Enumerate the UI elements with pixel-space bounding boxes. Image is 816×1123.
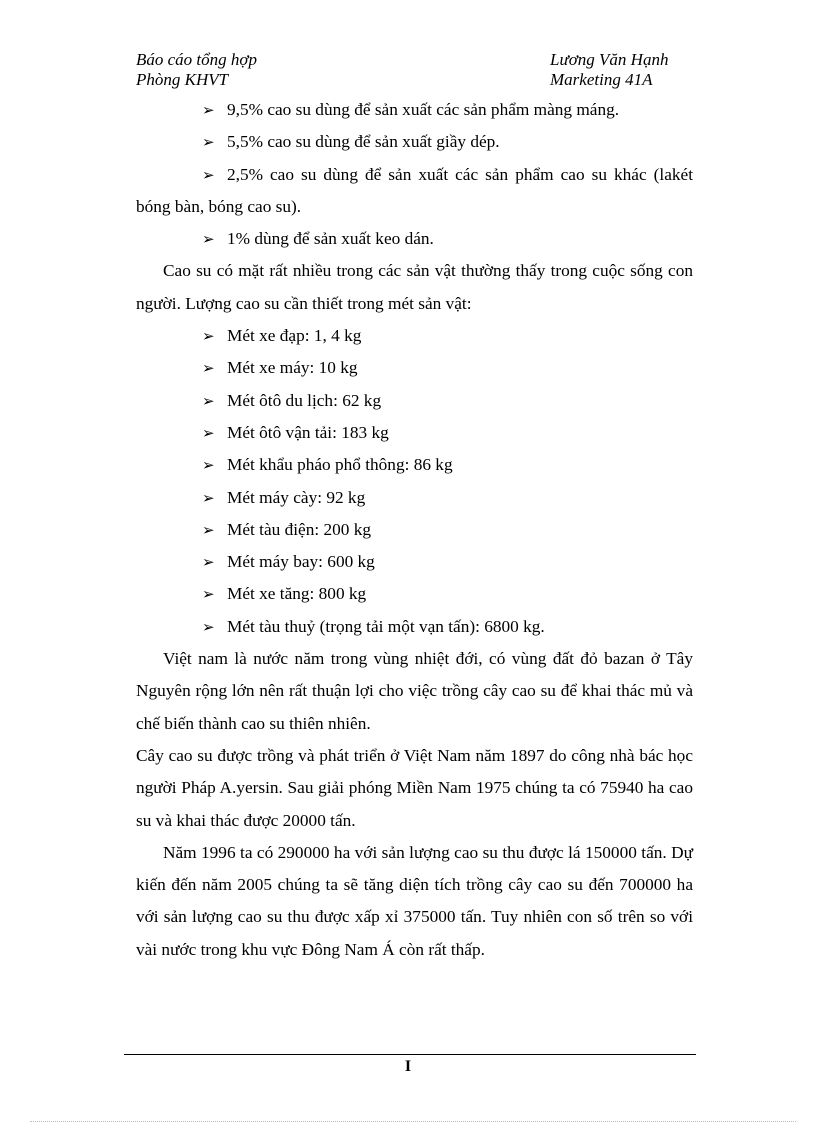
header-author: Lương Văn Hạnh xyxy=(550,50,669,69)
list-item xyxy=(136,417,693,449)
arrow-bullet-icon: ➢ xyxy=(202,553,215,572)
arrow-bullet-icon: ➢ xyxy=(202,133,215,152)
list-item xyxy=(136,159,693,224)
list-item-text: 5,5% cao su dùng để sản xuất giầy dép. xyxy=(227,132,500,152)
arrow-bullet-icon: ➢ xyxy=(202,391,215,410)
arrow-bullet-icon: ➢ xyxy=(202,101,215,119)
list-item xyxy=(136,546,693,578)
list-item-text: 9,5% cao su dùng để sản xuất các sản phẩm màng máng. xyxy=(227,100,620,119)
list-item-text: Mét máy bay: 600 kg xyxy=(227,552,375,572)
arrow-bullet-icon: ➢ xyxy=(202,327,215,346)
arrow-bullet-icon: ➢ xyxy=(202,585,215,604)
list-item-text: Mét tàu điện: 200 kg xyxy=(227,519,371,539)
header-department: Phòng KHVT xyxy=(136,70,229,89)
list-item xyxy=(136,352,693,384)
paragraph: Việt nam là nước năm trong vùng nhiệt đới, có vùng đất đỏ bazan ở Tây Nguyên rộng lớn nên rất thuận lợi cho việc trồng cây cao su để khai thác mủ và chế biến thành cao su thiên nhiên. xyxy=(136,649,693,733)
list-item xyxy=(136,126,693,158)
list-item xyxy=(136,578,693,610)
list-item xyxy=(136,385,693,417)
list-item-text: 1% dùng để sản xuất keo dán. xyxy=(227,229,434,249)
arrow-bullet-icon: ➢ xyxy=(202,423,215,442)
arrow-bullet-icon: ➢ xyxy=(202,165,215,184)
arrow-bullet-icon: ➢ xyxy=(202,359,215,378)
list-item-text: Mét xe máy: 10 kg xyxy=(227,358,358,378)
list-item-text: Mét ôtô du lịch: 62 kg xyxy=(227,390,382,410)
arrow-bullet-icon: ➢ xyxy=(202,456,215,475)
list-item-text: 2,5% cao su dùng để sản xuất các sản phẩm cao su khác (lakét bóng bàn, bóng cao su). xyxy=(136,164,693,216)
list-item-text: Mét ôtô vận tải: 183 kg xyxy=(227,422,389,442)
page-edge-divider xyxy=(30,1121,796,1122)
list-item xyxy=(136,514,693,546)
list-item-text: Mét xe đạp: 1, 4 kg xyxy=(227,326,362,346)
page-number: I xyxy=(404,1058,412,1075)
paragraph: Cây cao su được trồng và phát triển ở Việt Nam năm 1897 do công nhà bác học người Pháp A.yersin. Sau giải phóng Miền Nam 1975 chúng ta có 75940 ha cao su và khai thác được 20000 tấn. xyxy=(136,745,693,830)
document-body xyxy=(136,94,693,966)
header-class: Marketing 41A xyxy=(550,70,653,89)
page-header xyxy=(136,50,690,90)
list-item-text: Mét xe tăng: 800 kg xyxy=(227,584,367,604)
arrow-bullet-icon: ➢ xyxy=(202,617,215,636)
footer-divider xyxy=(124,1054,696,1055)
list-item-text: Mét khẩu pháo phổ thông: 86 kg xyxy=(227,455,453,475)
header-report-title: Báo cáo tổng hợp xyxy=(136,50,257,69)
arrow-bullet-icon: ➢ xyxy=(202,488,215,507)
list-item xyxy=(136,611,693,643)
arrow-bullet-icon: ➢ xyxy=(202,520,215,539)
list-item-text: Mét máy cày: 92 kg xyxy=(227,487,366,507)
arrow-bullet-icon: ➢ xyxy=(202,230,215,249)
list-item xyxy=(136,482,693,514)
list-item xyxy=(136,449,693,481)
paragraph: Cao su có mặt rất nhiều trong các sản vật thường thấy trong cuộc sống con người. Lượng cao su cần thiết trong mét sản vật: xyxy=(136,261,693,313)
list-item xyxy=(136,223,693,255)
paragraph: Năm 1996 ta có 290000 ha với sản lượng cao su thu được lá 150000 tấn. Dự kiến đến năm 2005 chúng ta sẽ tăng diện tích trồng cây cao su đến 700000 ha với sản lượng cao su thu được xấp xỉ 375000 tấn. Tuy nhiên con số trên so với vài nước trong khu vực Đông Nam Á còn rất thấp. xyxy=(136,842,693,959)
list-item xyxy=(136,320,693,352)
list-item xyxy=(136,94,693,126)
list-item-text: Mét tàu thuỷ (trọng tải một vạn tấn): 6800 kg. xyxy=(227,616,545,636)
